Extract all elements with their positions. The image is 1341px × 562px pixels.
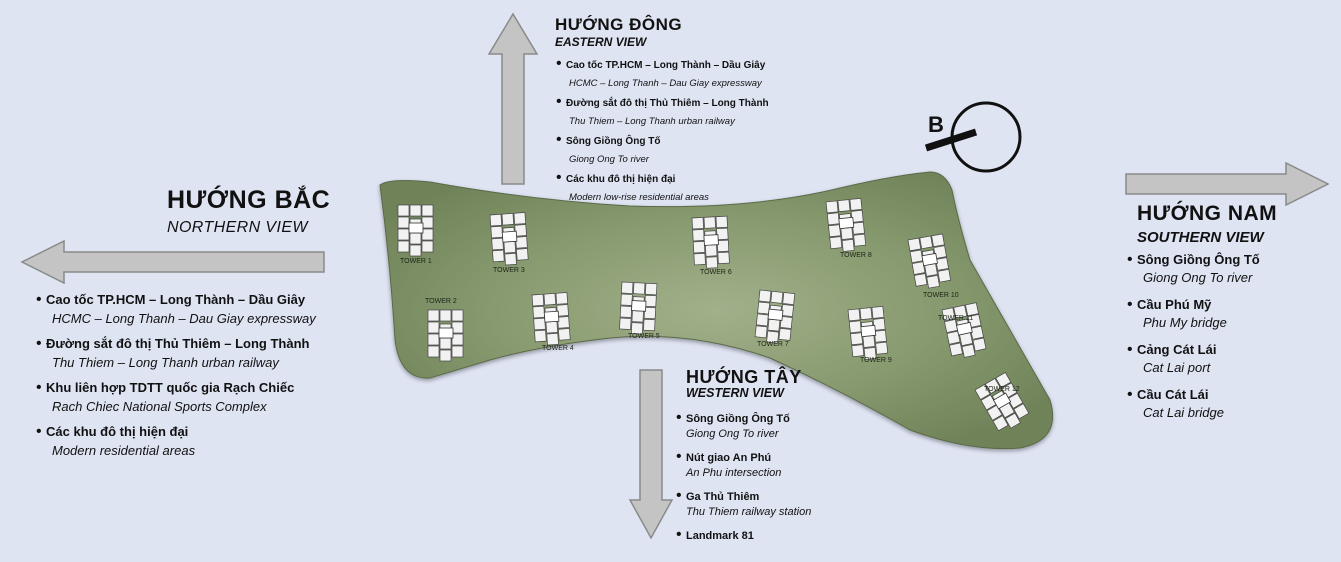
apartment-unit [756, 314, 768, 326]
south-heading: HƯỚNG NAM [1137, 202, 1278, 225]
apartment-unit [908, 238, 921, 251]
north-compass-icon [920, 98, 1030, 178]
apartment-unit [620, 318, 632, 330]
apartment-unit [717, 240, 729, 252]
tower-footprint [490, 213, 528, 266]
tower-footprint [619, 282, 657, 335]
west-subheading: WESTERN VIEW [686, 386, 784, 400]
list-item [686, 487, 906, 518]
tower-footprint [398, 205, 433, 256]
item-subtitle: Modern low-rise residential areas [569, 192, 709, 203]
apartment-unit [440, 338, 451, 349]
apartment-unit [516, 248, 528, 260]
item-subtitle: An Phu intersection [686, 467, 782, 479]
item-title: Ga Thủ Thiêm [686, 491, 760, 503]
north-heading: HƯỚNG BẮC [167, 186, 331, 214]
item-subtitle: Thu Thiem – Long Thanh urban railway [569, 116, 735, 127]
apartment-unit [516, 237, 528, 249]
apartment-unit [692, 217, 704, 229]
apartment-unit [645, 283, 657, 295]
tower-footprint [428, 310, 463, 361]
apartment-unit [973, 338, 986, 351]
apartment-unit [558, 317, 570, 329]
apartment-unit [504, 241, 516, 253]
apartment-unit [422, 217, 433, 228]
apartment-unit [422, 241, 433, 252]
west-view-list [686, 409, 906, 552]
arrow-south [1124, 162, 1330, 206]
item-title: Sông Giồng Ông Tố [1137, 252, 1260, 267]
apartment-unit [874, 330, 886, 342]
apartment-unit [706, 257, 718, 269]
apartment-unit [936, 258, 949, 271]
list-item [686, 526, 906, 544]
tower-label: TOWER 4 [542, 345, 574, 352]
apartment-unit [544, 293, 556, 305]
apartment-unit [852, 345, 864, 357]
apartment-unit [771, 291, 783, 303]
south-subheading: SOUTHERN VIEW [1137, 229, 1264, 246]
tower-label: TOWER 6 [700, 269, 732, 276]
apartment-unit [914, 274, 927, 287]
east-subheading: EASTERN VIEW [555, 35, 647, 49]
south-view-list [1137, 251, 1337, 431]
apartment-unit [535, 330, 547, 342]
east-heading: HƯỚNG ĐÔNG [555, 15, 683, 34]
apartment-unit [848, 309, 860, 321]
apartment-unit [492, 238, 504, 250]
list-item [46, 423, 366, 458]
item-subtitle: HCMC – Long Thanh – Dau Giay expressway [569, 78, 762, 89]
apartment-unit [505, 253, 517, 265]
apartment-unit [758, 302, 770, 314]
item-title: Cảng Cát Lái [1137, 342, 1217, 357]
apartment-unit [620, 306, 632, 318]
apartment-unit [410, 233, 421, 244]
apartment-unit [920, 236, 933, 249]
apartment-unit [633, 283, 645, 295]
item-title: Sông Giồng Ông Tố [686, 413, 790, 425]
apartment-unit [970, 326, 983, 339]
list-item [46, 291, 366, 326]
item-subtitle: HCMC – Long Thanh – Dau Giay expressway [52, 311, 316, 326]
apartment-unit [759, 290, 771, 302]
apartment-unit [440, 350, 451, 361]
tower-footprint [692, 216, 730, 269]
apartment-unit [398, 241, 409, 252]
tower-label: TOWER 3 [493, 267, 525, 274]
apartment-unit [398, 217, 409, 228]
item-subtitle: Giong Ong To river [1143, 270, 1253, 285]
tower-core [409, 223, 423, 233]
apartment-unit [827, 213, 839, 225]
apartment-unit [398, 229, 409, 240]
apartment-unit [910, 250, 923, 263]
item-title: Cao tốc TP.HCM – Long Thành – Dầu Giây [566, 60, 766, 71]
north-subheading: NORTHERN VIEW [167, 219, 308, 236]
tower-label: TOWER 8 [840, 252, 872, 259]
tower-label: TOWER 10 [923, 292, 959, 299]
tower-label: TOWER 11 [938, 315, 974, 322]
tower-label: TOWER 12 [984, 386, 1020, 393]
apartment-unit [452, 310, 463, 321]
apartment-unit [704, 217, 716, 229]
list-item [46, 379, 366, 414]
compass-label: B [928, 112, 944, 137]
apartment-unit [838, 200, 850, 212]
apartment-unit [428, 310, 439, 321]
apartment-unit [632, 311, 644, 323]
apartment-unit [693, 241, 705, 253]
tower-core [839, 217, 854, 228]
apartment-unit [851, 333, 863, 345]
item-title: Sông Giồng Ông Tố [566, 136, 661, 147]
item-subtitle: Giong Ong To river [569, 154, 649, 165]
arrow-north [20, 240, 326, 284]
apartment-unit [532, 294, 544, 306]
tower-footprint [532, 293, 570, 346]
apartment-unit [556, 293, 568, 305]
apartment-unit [842, 239, 854, 251]
apartment-unit [694, 253, 706, 265]
apartment-unit [852, 222, 864, 234]
tower-core [544, 311, 559, 322]
apartment-unit [491, 226, 503, 238]
apartment-unit [716, 216, 728, 228]
item-subtitle: Modern residential areas [52, 443, 196, 458]
tower-core [704, 235, 719, 246]
apartment-unit [533, 306, 545, 318]
apartment-unit [422, 229, 433, 240]
apartment-unit [779, 328, 791, 340]
tower-footprint [826, 198, 866, 252]
apartment-unit [410, 205, 421, 216]
tower-core [861, 325, 876, 336]
item-title: Nút giao An Phú [686, 452, 772, 464]
apartment-unit [854, 234, 866, 246]
apartment-unit [849, 321, 861, 333]
tower-core [632, 301, 647, 312]
item-subtitle: Cat Lai port [1143, 360, 1211, 375]
list-item [566, 131, 826, 165]
apartment-unit [863, 335, 875, 347]
apartment-unit [452, 346, 463, 357]
list-item [686, 448, 906, 479]
list-item [566, 55, 826, 89]
tower-core [922, 253, 938, 265]
tower-footprint [848, 306, 888, 360]
apartment-unit [826, 201, 838, 213]
tower-core [502, 231, 517, 242]
tower-label: TOWER 1 [400, 258, 432, 265]
list-item [1137, 251, 1337, 285]
item-subtitle: Thu Thiem railway station [686, 506, 812, 518]
item-title: Landmark 81 [686, 530, 754, 542]
list-item [566, 169, 826, 203]
apartment-unit [645, 295, 657, 307]
apartment-unit [830, 237, 842, 249]
tower-footprint [755, 290, 795, 344]
apartment-unit [547, 333, 559, 345]
apartment-unit [452, 322, 463, 333]
item-title: Cao tốc TP.HCM – Long Thành – Dầu Giây [46, 292, 306, 307]
item-title: Đường sắt đô thị Thủ Thiêm – Long Thành [566, 98, 769, 109]
item-title: Cầu Phú Mỹ [1137, 297, 1212, 312]
apartment-unit [534, 318, 546, 330]
apartment-unit [718, 252, 730, 264]
item-subtitle: Thu Thiem – Long Thanh urban railway [52, 355, 279, 370]
apartment-unit [410, 245, 421, 256]
apartment-unit [932, 234, 945, 247]
item-title: Các khu đô thị hiện đại [46, 424, 189, 439]
apartment-unit [621, 294, 633, 306]
apartment-unit [876, 342, 888, 354]
apartment-unit [872, 306, 884, 318]
apartment-unit [783, 293, 795, 305]
item-subtitle: Phu My bridge [1143, 315, 1227, 330]
apartment-unit [644, 319, 656, 331]
apartment-unit [927, 275, 940, 288]
apartment-unit [422, 205, 433, 216]
item-title: Đường sắt đô thị Thủ Thiêm – Long Thành [46, 336, 310, 351]
apartment-unit [558, 328, 570, 340]
apartment-unit [965, 303, 978, 316]
east-view-list [566, 55, 826, 207]
north-view-list [46, 291, 366, 467]
apartment-unit [514, 213, 526, 225]
list-item [1137, 386, 1337, 420]
apartment-unit [428, 346, 439, 357]
apartment-unit [693, 229, 705, 241]
apartment-unit [768, 319, 780, 331]
apartment-unit [938, 269, 951, 282]
apartment-unit [493, 250, 505, 262]
item-title: Cầu Cát Lái [1137, 387, 1209, 402]
apartment-unit [398, 205, 409, 216]
apartment-unit [755, 326, 767, 338]
apartment-unit [452, 334, 463, 345]
apartment-unit [949, 343, 962, 356]
apartment-unit [440, 310, 451, 321]
apartment-unit [546, 321, 558, 333]
item-subtitle: Cat Lai bridge [1143, 405, 1224, 420]
item-title: Khu liên hợp TDTT quốc gia Rạch Chiếc [46, 380, 295, 395]
apartment-unit [705, 245, 717, 257]
tower-label: TOWER 5 [628, 333, 660, 340]
apartment-unit [860, 308, 872, 320]
apartment-unit [841, 227, 853, 239]
item-subtitle: Giong Ong To river [686, 428, 779, 440]
apartment-unit [490, 214, 502, 226]
apartment-unit [829, 225, 841, 237]
apartment-unit [850, 198, 862, 210]
apartment-unit [621, 282, 633, 294]
tower-core [439, 328, 453, 338]
list-item [566, 93, 826, 127]
tower-label: TOWER 2 [425, 298, 457, 305]
list-item [1137, 296, 1337, 330]
list-item [686, 409, 906, 440]
tower-core [768, 309, 783, 320]
item-subtitle: Rach Chiec National Sports Complex [52, 399, 267, 414]
item-title: Các khu đô thị hiện đại [566, 174, 676, 185]
apartment-unit [962, 344, 975, 357]
list-item [46, 335, 366, 370]
tower-label: TOWER 7 [757, 341, 789, 348]
list-item [1137, 341, 1337, 375]
west-heading: HƯỚNG TÂY [686, 367, 802, 387]
tower-label: TOWER 9 [860, 357, 892, 364]
apartment-unit [502, 213, 514, 225]
apartment-unit [428, 334, 439, 345]
apartment-unit [428, 322, 439, 333]
